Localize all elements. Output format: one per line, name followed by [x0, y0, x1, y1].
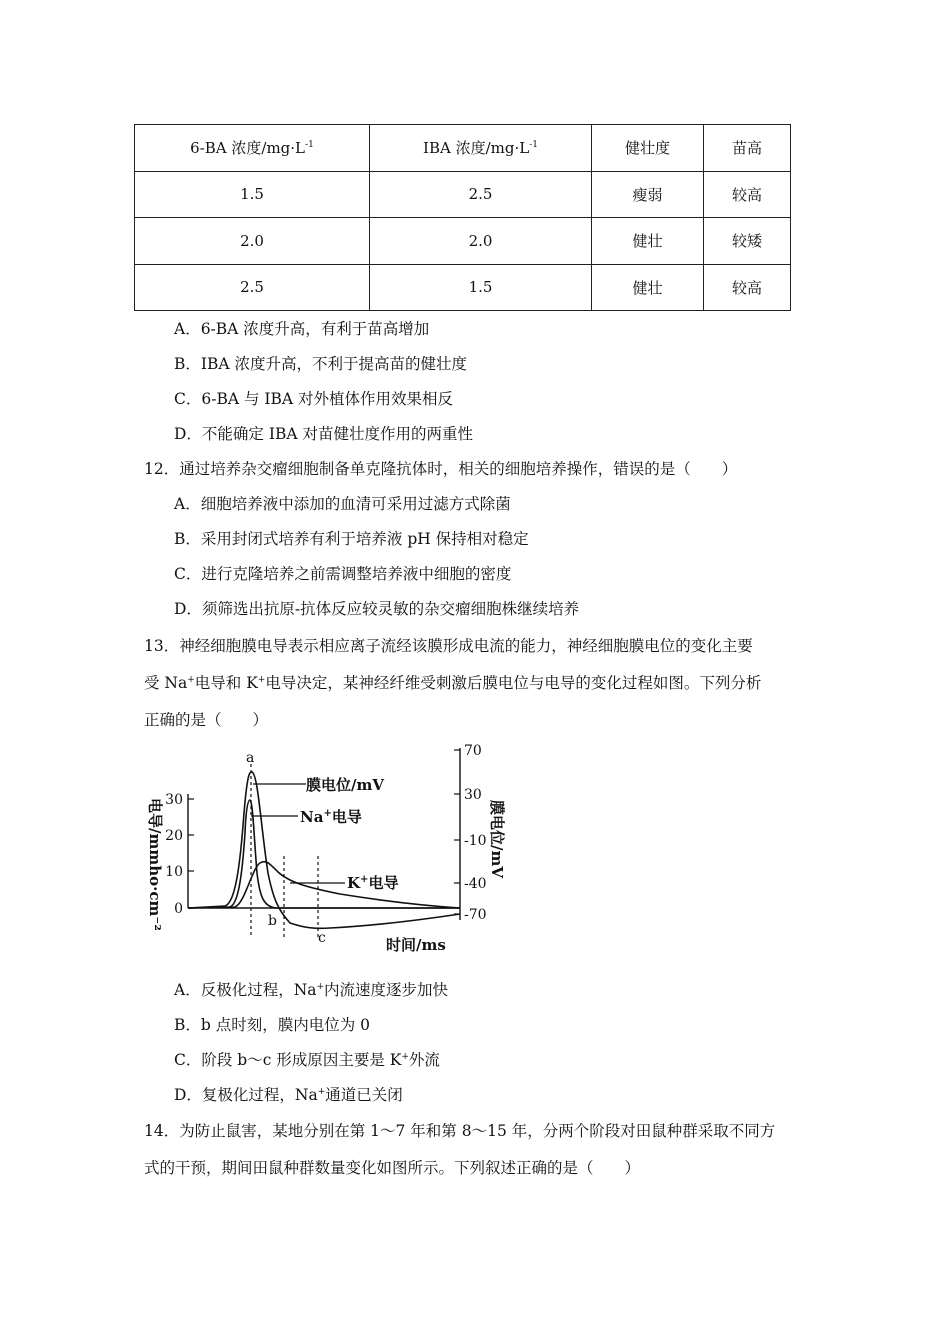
right-tick-label: 70 [464, 743, 482, 759]
table-cell: 健壮 [592, 264, 704, 311]
point-label-b: b [268, 913, 277, 929]
k-conductance-curve [188, 862, 460, 908]
q12-option-d: D．须筛选出抗原-抗体反应较灵敏的杂交瘤细胞株继续培养 [174, 600, 580, 618]
point-label-c: c [318, 930, 326, 946]
header-cell: 苗高 [704, 125, 791, 172]
right-axis-title: 膜电位/mV [488, 800, 506, 878]
concentration-table [134, 124, 791, 311]
q13-stem-line2: 受 Na+电导和 K+电导决定，某神经纤维受刺激后膜电位与电导的变化过程如图。下列分析 [144, 674, 762, 692]
right-tick-label: 30 [464, 787, 482, 803]
q12-stem: 12．通过培养杂交瘤细胞制备单克隆抗体时，相关的细胞培养操作，错误的是（ ） [144, 460, 738, 478]
left-tick-label: 20 [165, 828, 183, 844]
header-cell: 6-BA 浓度$/mg\cdot L^{-1}$ [135, 125, 370, 172]
q13-stem-line3: 正确的是（ ） [144, 711, 269, 729]
x-axis-title: 时间/ms [386, 936, 446, 954]
header-cell: 健壮度 [592, 125, 704, 172]
left-tick-label: 10 [165, 864, 183, 880]
q14-stem-line1: 14．为防止鼠害，某地分别在第 1～7 年和第 8～15 年，分两个阶段对田鼠种群采取不同方 [144, 1122, 776, 1140]
table-cell: 2.0 [370, 218, 592, 265]
q11-option-d: D．不能确定 IBA 对苗健壮度作用的两重性 [174, 425, 473, 443]
q13-stem-line1: 13．神经细胞膜电导表示相应离子流经该膜形成电流的能力，神经细胞膜电位的变化主要 [144, 637, 753, 655]
left-tick-label: 30 [165, 792, 183, 808]
q11-option-a: A．6-BA 浓度升高，有利于苗高增加 [174, 320, 430, 338]
point-label-a: a [246, 750, 255, 766]
q14-stem-line2: 式的干预，期间田鼠种群数量变化如图所示。下列叙述正确的是（ ） [144, 1159, 641, 1177]
legend-k-conductance: K+电导 [347, 874, 399, 892]
table-row [135, 264, 791, 311]
q11-option-b: B．IBA 浓度升高，不利于提高苗的健壮度 [174, 355, 468, 373]
table-cell: 2.0 [135, 218, 370, 265]
table-header-row [135, 125, 791, 172]
q12-option-c: C．进行克隆培养之前需调整培养液中细胞的密度 [174, 565, 512, 583]
right-tick-label: -70 [464, 907, 487, 923]
header-cell: IBA 浓度$/mg\cdot L^{-1}$ [370, 125, 592, 172]
table-cell: 健壮 [592, 218, 704, 265]
table-cell: 瘦弱 [592, 171, 704, 218]
table-cell: 2.5 [370, 171, 592, 218]
q12-option-a: A．细胞培养液中添加的血清可采用过滤方式除菌 [174, 495, 511, 513]
right-tick-label: -10 [464, 833, 487, 849]
table-row [135, 218, 791, 265]
table-cell: 较高 [704, 171, 791, 218]
table-cell: 2.5 [135, 264, 370, 311]
q11-option-c: C．6-BA 与 IBA 对外植体作用效果相反 [174, 390, 454, 408]
table-cell: 1.5 [135, 171, 370, 218]
table-row [135, 171, 791, 218]
right-tick-label: -40 [464, 876, 487, 892]
q12-option-b: B．采用封闭式培养有利于培养液 pH 保持相对稳定 [174, 530, 529, 548]
q13-option-c: C．阶段 b～c 形成原因主要是 K+外流 [174, 1051, 440, 1069]
q13-option-a: A．反极化过程，Na+内流速度逐步加快 [174, 981, 449, 999]
left-axis-title: 电导/mmho·cm⁻² [146, 798, 164, 931]
legend-membrane-potential: 膜电位/mV [306, 776, 384, 794]
legend-na-conductance: Na+电导 [300, 808, 362, 826]
q13-option-b: B．b 点时刻，膜内电位为 0 [174, 1016, 371, 1034]
table-cell: 较矮 [704, 218, 791, 265]
q13-option-d: D．复极化过程，Na+通道已关闭 [174, 1086, 403, 1104]
left-tick-label: 0 [174, 901, 183, 917]
table-cell: 1.5 [370, 264, 592, 311]
membrane-potential-chart [140, 738, 520, 960]
table-cell: 较高 [704, 264, 791, 311]
